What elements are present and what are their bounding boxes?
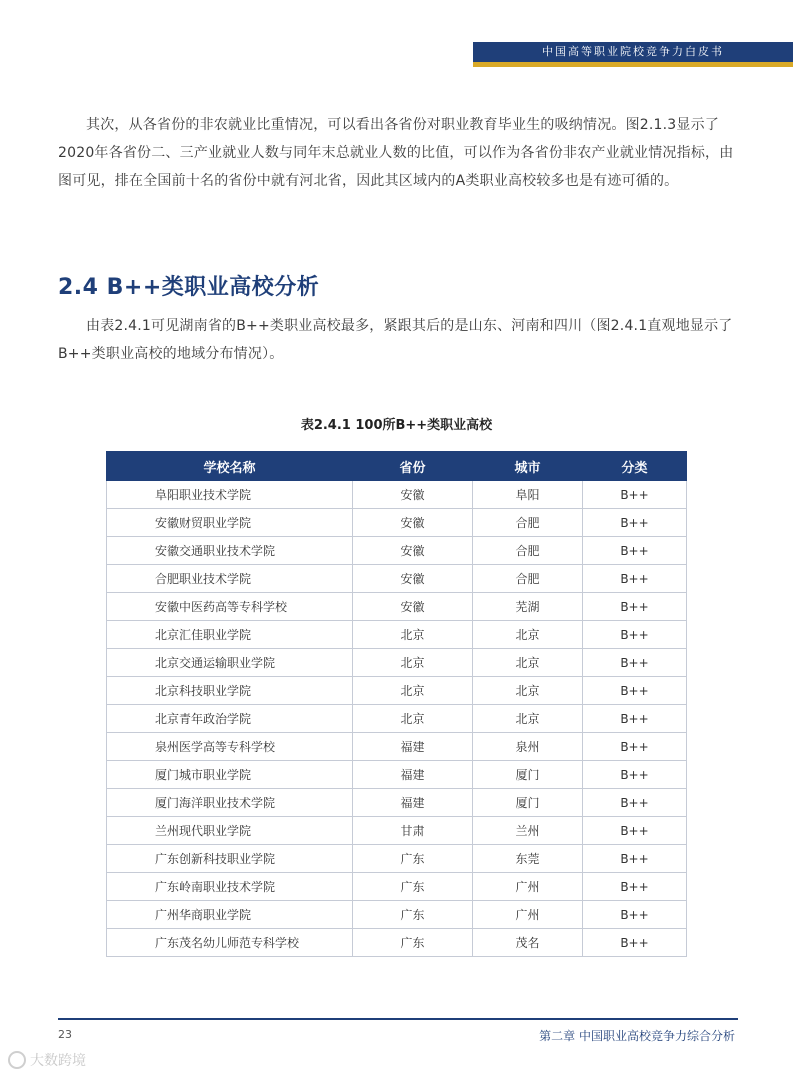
cell-city: 茂名 bbox=[473, 929, 583, 957]
cell-province: 北京 bbox=[353, 621, 473, 649]
table-header-row bbox=[107, 452, 687, 481]
cell-school-name: 厦门城市职业学院 bbox=[107, 761, 353, 789]
cell-school-name: 北京交通运输职业学院 bbox=[107, 649, 353, 677]
cell-province: 北京 bbox=[353, 705, 473, 733]
table-row bbox=[107, 789, 687, 817]
cell-category: B++ bbox=[583, 705, 687, 733]
cell-school-name: 兰州现代职业学院 bbox=[107, 817, 353, 845]
cell-school-name: 广东岭南职业技术学院 bbox=[107, 873, 353, 901]
cell-school-name: 安徽交通职业技术学院 bbox=[107, 537, 353, 565]
cell-school-name: 合肥职业技术学院 bbox=[107, 565, 353, 593]
footer-chapter-title: 第二章 中国职业高校竞争力综合分析 bbox=[539, 1029, 735, 1043]
cell-school-name: 广东茂名幼儿师范专科学校 bbox=[107, 929, 353, 957]
table-row bbox=[107, 621, 687, 649]
cell-province: 安徽 bbox=[353, 593, 473, 621]
cell-category: B++ bbox=[583, 789, 687, 817]
table-row bbox=[107, 761, 687, 789]
cell-school-name: 广州华商职业学院 bbox=[107, 901, 353, 929]
cell-city: 兰州 bbox=[473, 817, 583, 845]
cell-city: 泉州 bbox=[473, 733, 583, 761]
cell-school-name: 厦门海洋职业技术学院 bbox=[107, 789, 353, 817]
table-row bbox=[107, 817, 687, 845]
column-header-category: 分类 bbox=[583, 452, 687, 481]
column-header-school-name: 学校名称 bbox=[107, 452, 353, 481]
cell-city: 阜阳 bbox=[473, 481, 583, 509]
table-row bbox=[107, 929, 687, 957]
cell-city: 厦门 bbox=[473, 789, 583, 817]
footer-divider bbox=[58, 1018, 738, 1020]
cell-province: 北京 bbox=[353, 677, 473, 705]
column-header-city: 城市 bbox=[473, 452, 583, 481]
cell-category: B++ bbox=[583, 481, 687, 509]
cell-category: B++ bbox=[583, 817, 687, 845]
watermark bbox=[8, 1050, 86, 1070]
cell-province: 安徽 bbox=[353, 481, 473, 509]
cell-province: 广东 bbox=[353, 901, 473, 929]
cell-province: 福建 bbox=[353, 733, 473, 761]
cell-city: 合肥 bbox=[473, 565, 583, 593]
cell-province: 广东 bbox=[353, 873, 473, 901]
header-accent-stripe bbox=[473, 62, 793, 67]
cell-province: 福建 bbox=[353, 789, 473, 817]
cell-category: B++ bbox=[583, 565, 687, 593]
table-body bbox=[107, 481, 687, 957]
cell-city: 北京 bbox=[473, 621, 583, 649]
table-row bbox=[107, 677, 687, 705]
cell-category: B++ bbox=[583, 761, 687, 789]
page-number: 23 bbox=[58, 1028, 72, 1041]
intro-paragraph: 其次，从各省份的非农就业比重情况，可以看出各省份对职业教育毕业生的吸纳情况。图2.1.3显示了2020年各省份二、三产业就业人数与同年末总就业人数的比值，可以作为各省份非农产业就业情况指标，由图可见，排在全国前十名的省份中就有河北省，因此其区域内的A类职业高校较多也是有迹可循的。 bbox=[58, 117, 734, 189]
cell-city: 北京 bbox=[473, 677, 583, 705]
cell-city: 北京 bbox=[473, 705, 583, 733]
cell-category: B++ bbox=[583, 509, 687, 537]
table-row bbox=[107, 509, 687, 537]
cell-category: B++ bbox=[583, 677, 687, 705]
table-row bbox=[107, 705, 687, 733]
table-row bbox=[107, 565, 687, 593]
cell-province: 安徽 bbox=[353, 537, 473, 565]
table-row bbox=[107, 649, 687, 677]
cell-city: 合肥 bbox=[473, 509, 583, 537]
cell-school-name: 安徽中医药高等专科学校 bbox=[107, 593, 353, 621]
cell-city: 广州 bbox=[473, 873, 583, 901]
header-title-bar: 中国高等职业院校竞争力白皮书 bbox=[473, 42, 793, 62]
cell-category: B++ bbox=[583, 873, 687, 901]
cell-category: B++ bbox=[583, 929, 687, 957]
table-row bbox=[107, 901, 687, 929]
cell-province: 福建 bbox=[353, 761, 473, 789]
cell-province: 广东 bbox=[353, 845, 473, 873]
cell-city: 芜湖 bbox=[473, 593, 583, 621]
cell-city: 合肥 bbox=[473, 537, 583, 565]
cell-school-name: 北京青年政治学院 bbox=[107, 705, 353, 733]
watermark-logo-icon bbox=[8, 1051, 26, 1069]
cell-school-name: 阜阳职业技术学院 bbox=[107, 481, 353, 509]
cell-province: 安徽 bbox=[353, 509, 473, 537]
cell-category: B++ bbox=[583, 845, 687, 873]
cell-category: B++ bbox=[583, 649, 687, 677]
cell-city: 北京 bbox=[473, 649, 583, 677]
cell-school-name: 广东创新科技职业学院 bbox=[107, 845, 353, 873]
cell-category: B++ bbox=[583, 621, 687, 649]
section-paragraph: 由表2.4.1可见湖南省的B++类职业高校最多，紧跟其后的是山东、河南和四川（图2.4.1直观地显示了B++类职业高校的地域分布情况）。 bbox=[58, 318, 733, 362]
section-title: 2.4 B++类职业高校分析 bbox=[58, 275, 320, 300]
cell-school-name: 北京汇佳职业学院 bbox=[107, 621, 353, 649]
cell-category: B++ bbox=[583, 733, 687, 761]
cell-city: 东莞 bbox=[473, 845, 583, 873]
b-plus-plus-schools-table bbox=[106, 451, 687, 957]
table-row bbox=[107, 845, 687, 873]
cell-province: 安徽 bbox=[353, 565, 473, 593]
cell-school-name: 北京科技职业学院 bbox=[107, 677, 353, 705]
table-row bbox=[107, 593, 687, 621]
cell-category: B++ bbox=[583, 593, 687, 621]
cell-province: 北京 bbox=[353, 649, 473, 677]
cell-province: 甘肃 bbox=[353, 817, 473, 845]
table-caption: 表2.4.1 100所B++类职业高校 bbox=[300, 418, 493, 433]
cell-school-name: 安徽财贸职业学院 bbox=[107, 509, 353, 537]
table-row bbox=[107, 873, 687, 901]
cell-category: B++ bbox=[583, 537, 687, 565]
cell-school-name: 泉州医学高等专科学校 bbox=[107, 733, 353, 761]
table-row bbox=[107, 537, 687, 565]
table-row bbox=[107, 733, 687, 761]
cell-city: 厦门 bbox=[473, 761, 583, 789]
table-row bbox=[107, 481, 687, 509]
cell-category: B++ bbox=[583, 901, 687, 929]
cell-province: 广东 bbox=[353, 929, 473, 957]
cell-city: 广州 bbox=[473, 901, 583, 929]
column-header-province: 省份 bbox=[353, 452, 473, 481]
watermark-text: 大数跨境 bbox=[30, 1053, 86, 1069]
